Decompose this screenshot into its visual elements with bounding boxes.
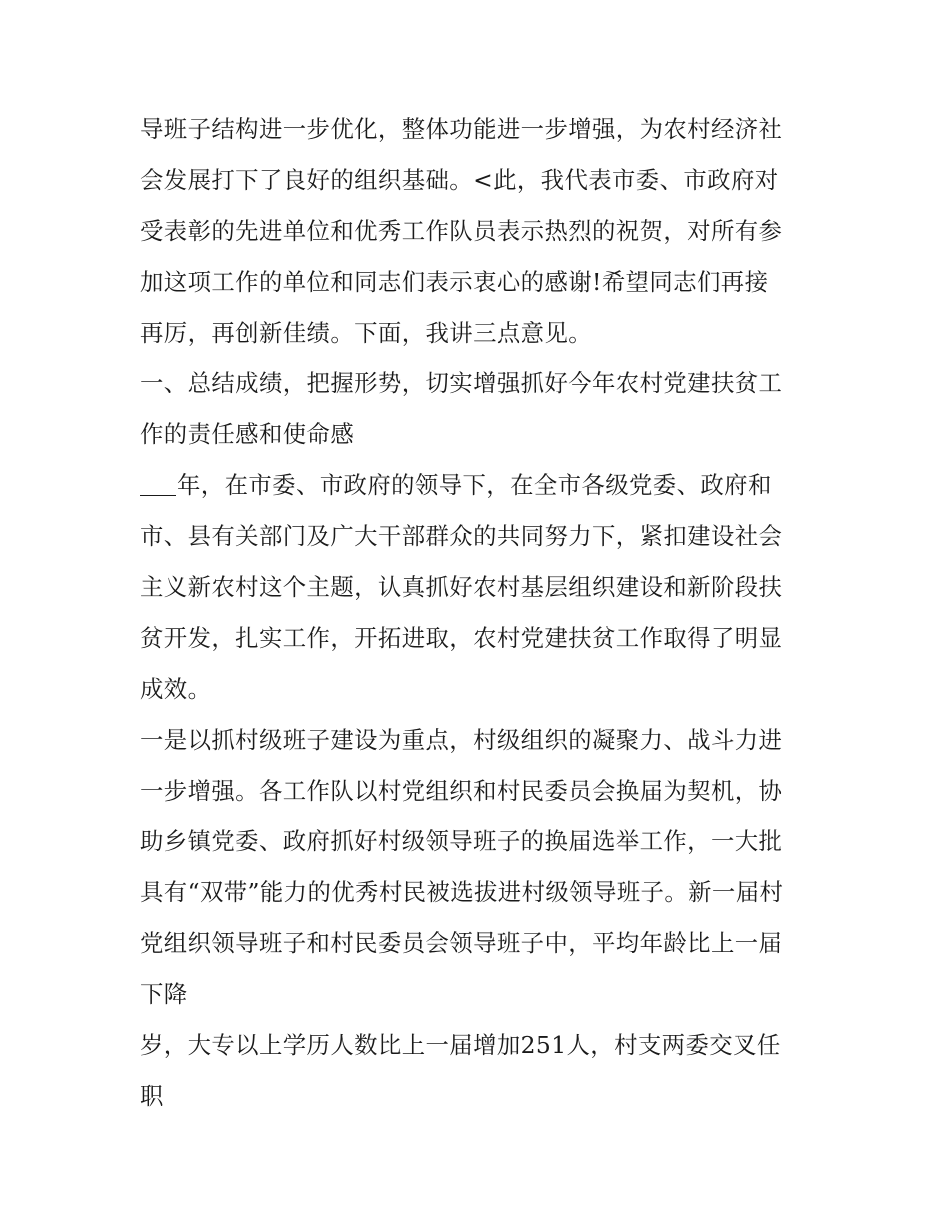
body-line-14: 一步增强。各工作队以村党组织和村民委员会换届为契机，协 [140,776,783,805]
year-blank [140,473,176,496]
section-heading-line-1: 一、总结成绩，把握形势，切实增强抓好今年农村党建扶贫工 [140,369,783,398]
body-line-13: 一是以抓村级班子建设为重点，村级组织的凝聚力、战斗力进 [140,725,783,754]
body-line-8-text: 年，在市委、市政府的领导下，在全市各级党委、政府和 [177,471,772,500]
body-line-20: 职 [140,1081,164,1110]
body-line-5: 再厉，再创新佳绩。下面，我讲三点意见。 [140,318,593,347]
body-line-11: 贫开发，扎实工作，开拓进取，农村党建扶贫工作取得了明显 [140,623,783,652]
body-line-9: 市、县有关部门及广大干部群众的共同努力下，紧扣建设社会 [140,522,783,551]
body-line-15: 助乡镇党委、政府抓好村级领导班子的换届选举工作，一大批 [140,827,783,856]
body-line-19: 岁，大专以上学历人数比上一届增加251人，村支两委交叉任 [140,1031,781,1060]
body-line-16: 具有“双带”能力的优秀村民被选拔进村级领导班子。新一届村 [140,878,784,907]
body-line-1: 导班子结构进一步优化，整体功能进一步增强，为农村经济社 [140,115,783,143]
body-line-8 [140,460,830,511]
body-line-4: 加这项工作的单位和同志们表示衷心的感谢!希望同志们再接 [140,267,769,296]
body-line-18: 下降 [140,980,188,1009]
body-line-10: 主义新农村这个主题，认真抓好农村基层组织建设和新阶段扶 [140,573,783,602]
body-line-12: 成效。 [140,674,212,703]
section-heading-line-2: 作的责任感和使命感 [140,420,355,449]
document-body [140,104,830,1122]
body-line-17: 党组织领导班子和村民委员会领导班子中，平均年龄比上一届 [140,929,783,958]
body-line-3: 受表彰的先进单位和优秀工作队员表示热烈的祝贺，对所有参 [140,216,783,245]
body-line-2: 会发展打下了良好的组织基础。<此，我代表市委、市政府对 [140,165,779,194]
